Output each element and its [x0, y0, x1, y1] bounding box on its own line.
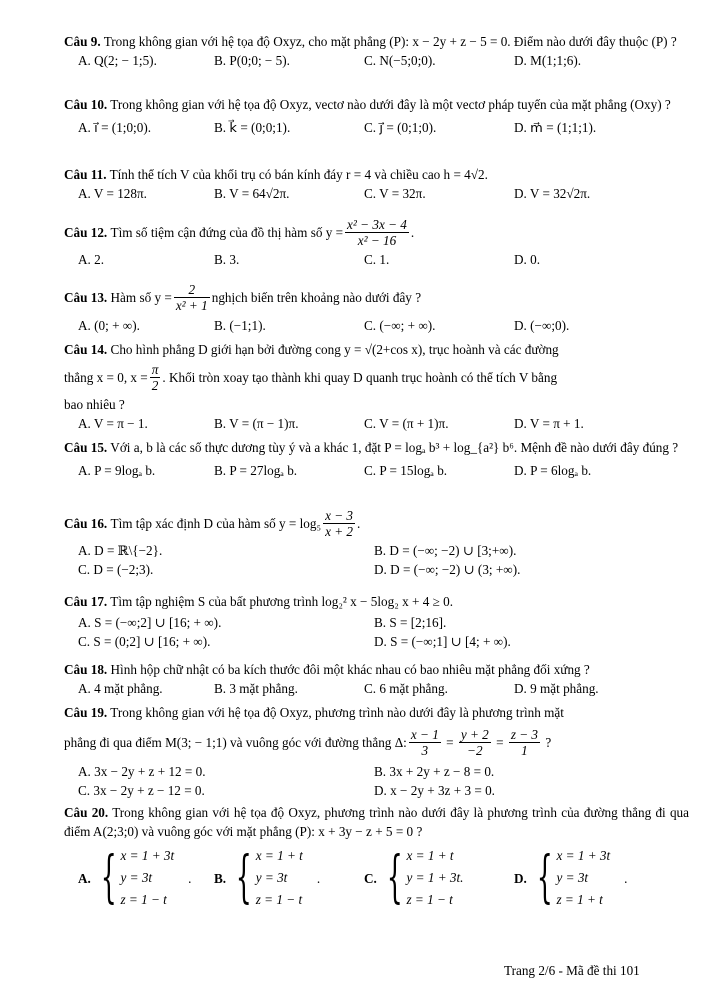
option-b: B. S = [2;16]. — [374, 615, 447, 630]
equation-line: z = 1 − t — [406, 892, 453, 907]
question-11 — [64, 165, 689, 203]
stem-end: . — [410, 224, 415, 240]
equation-line: z = 1 − t — [255, 892, 303, 907]
equation-line: y = 3t — [556, 870, 589, 885]
equation-system — [527, 845, 610, 911]
brace-icon: { — [386, 845, 403, 910]
question-15 — [64, 438, 689, 480]
option-d: D. V = π + 1. — [514, 416, 584, 431]
question-16 — [64, 505, 689, 579]
numerator: 2 — [174, 282, 210, 298]
equation-system — [91, 845, 174, 911]
denominator: 2 — [151, 377, 159, 393]
option-b — [214, 845, 364, 911]
equation-line: x = 1 + t — [406, 848, 454, 863]
question-13 — [64, 278, 689, 335]
question-19 — [64, 703, 689, 800]
option-label: C. — [364, 870, 377, 886]
question-number: Câu 19. — [64, 705, 108, 720]
equation-line: y = 3t — [120, 870, 153, 885]
question-number: Câu 17. — [64, 594, 108, 609]
denominator: x + 2 — [325, 523, 354, 539]
question-20 — [64, 803, 689, 911]
option-end: . — [316, 870, 321, 886]
option-b: B. 3 mặt phẳng. — [214, 681, 298, 696]
question-stem: Tìm tập xác định D của hàm số y = log₅ — [110, 515, 322, 531]
question-stem: Trong không gian với hệ tọa độ Oxyz, phương trình nào dưới đây là phương trình của đường thẳng đi qua điểm A(2;3;0) và vuông góc với mặt phẳng (P): x + 3y − z + 5 = 0 ? — [64, 805, 690, 839]
option-d: D. 9 mặt phẳng. — [514, 681, 599, 696]
option-b: B. D = (−∞; −2) ∪ [3;+∞). — [374, 543, 517, 558]
option-b: B. P = 27logₐ b. — [214, 463, 298, 478]
question-number: Câu 15. — [64, 440, 108, 455]
option-a: A. S = (−∞;2] ∪ [16; + ∞). — [78, 615, 222, 630]
equation-line: x = 1 + t — [255, 848, 303, 863]
question-18 — [64, 660, 689, 698]
fraction — [459, 727, 491, 758]
numerator: z − 3 — [510, 726, 539, 742]
option-d: D. P = 6logₐ b. — [514, 463, 592, 478]
equation-system — [226, 845, 303, 911]
option-b: B. k⃗ = (0;0;1). — [214, 120, 291, 135]
question-stem: Tìm số tiệm cận đứng của đồ thị hàm số y = — [110, 224, 344, 240]
option-d: D. (−∞;0). — [514, 318, 570, 333]
question-12 — [64, 214, 689, 269]
denominator: x² + 1 — [175, 297, 208, 313]
option-d: D. m⃗ = (1;1;1). — [514, 120, 597, 135]
question-stem: Tính thể tích V của khối trụ có bán kính đáy r = 4 và chiều cao h = 4√2. — [109, 167, 488, 182]
option-a: A. (0; + ∞). — [78, 318, 140, 333]
question-stem: Tìm tập nghiệm S của bất phương trình log₂² x − 5log₂ x + 4 ≥ 0. — [110, 594, 454, 609]
stem-line: thẳng x = 0, x = — [64, 369, 148, 385]
question-14 — [64, 340, 689, 433]
option-c: C. P = 15logₐ b. — [364, 463, 448, 478]
option-d: D. S = (−∞;1] ∪ [4; + ∞). — [374, 634, 511, 649]
option-d: D. 0. — [514, 252, 541, 267]
option-d: D. x − 2y + 3z + 3 = 0. — [374, 783, 495, 798]
denominator: 1 — [521, 742, 528, 758]
question-9 — [64, 32, 689, 70]
option-c: C. N(−5;0;0). — [364, 53, 436, 68]
option-c: C. (−∞; + ∞). — [364, 318, 436, 333]
option-c: C. j⃗ = (0;1;0). — [364, 120, 437, 135]
equation-line: x = 1 + 3t — [556, 848, 611, 863]
fraction — [509, 727, 540, 758]
option-c: C. 1. — [364, 252, 390, 267]
equation-line: z = 1 − t — [120, 892, 167, 907]
option-c: C. 3x − 2y + z − 12 = 0. — [78, 783, 205, 798]
option-a: A. V = 128π. — [78, 186, 147, 201]
brace-icon: { — [536, 845, 553, 910]
option-b: B. P(0;0; − 5). — [214, 53, 290, 68]
page-footer: Trang 2/6 - Mã đề thi 101 — [504, 963, 640, 978]
option-a: A. P = 9logₐ b. — [78, 463, 156, 478]
numerator: x² − 3x − 4 — [347, 216, 407, 232]
stem-line: . Khối tròn xoay tạo thành khi quay D quanh trục hoành có thể tích V bằng — [162, 369, 558, 385]
question-stem: Trong không gian với hệ tọa độ Oxyz, cho mặt phẳng (P): x − 2y + z − 5 = 0. Điểm nào dưới đây thuộc (P) ? — [103, 34, 677, 49]
question-10 — [64, 95, 689, 137]
numerator: π — [151, 361, 159, 377]
stem-line: phẳng đi qua điểm M(3; − 1;1) và vuông góc với đường thẳng Δ: — [64, 734, 407, 750]
question-number: Câu 13. — [64, 289, 108, 305]
option-c: C. V = (π + 1)π. — [364, 416, 449, 431]
option-d: D. D = (−∞; −2) ∪ (3; +∞). — [374, 562, 521, 577]
question-number: Câu 18. — [64, 662, 108, 677]
equals-sign: = — [442, 734, 457, 750]
option-c: C. V = 32π. — [364, 186, 426, 201]
option-a: A. Q(2; − 1;5). — [78, 53, 157, 68]
option-a: A. i⃗ = (1;0;0). — [78, 120, 152, 135]
fraction — [174, 282, 210, 313]
brace-icon: { — [235, 845, 252, 910]
option-end: . — [624, 870, 628, 886]
option-d: D. V = 32√2π. — [514, 186, 591, 201]
option-d — [514, 845, 664, 911]
question-number: Câu 10. — [64, 97, 108, 112]
question-number: Câu 14. — [64, 342, 108, 357]
option-a: A. V = π − 1. — [78, 416, 148, 431]
fraction — [409, 727, 441, 758]
fraction — [150, 362, 161, 393]
question-stem: Trong không gian với hệ tọa độ Oxyz, phương trình nào dưới đây là phương trình mặt — [110, 705, 564, 720]
option-a: A. 4 mặt phẳng. — [78, 681, 163, 696]
option-a: A. D = ℝ\{−2}. — [78, 543, 163, 558]
option-c: C. S = (0;2] ∪ [16; + ∞). — [78, 634, 211, 649]
option-a: A. 2. — [78, 252, 105, 267]
question-stem: Với a, b là các số thực dương tùy ý và a khác 1, đặt P = logₐ b³ + log_{a²} b⁶. Mệnh đề nào dưới đây đúng ? — [110, 440, 679, 455]
denominator: x² − 16 — [357, 232, 397, 248]
question-number: Câu 12. — [64, 224, 108, 240]
option-c: C. 6 mặt phẳng. — [364, 681, 448, 696]
option-b: B. (−1;1). — [214, 318, 266, 333]
option-c: C. D = (−2;3). — [78, 562, 154, 577]
equation-line: x = 1 + 3t — [120, 848, 175, 863]
question-stem: Hình hộp chữ nhật có ba kích thước đôi một khác nhau có bao nhiêu mặt phẳng đối xứng ? — [110, 662, 590, 677]
option-b: B. V = (π − 1)π. — [214, 416, 299, 431]
equation-line: y = 3t — [255, 870, 288, 885]
question-stem: Cho hình phẳng D giới hạn bởi đường cong y = √(2+cos x), trục hoành và các đường — [110, 342, 559, 357]
fraction — [345, 217, 409, 248]
option-b: B. 3. — [214, 252, 240, 267]
stem-line: bao nhiêu ? — [64, 397, 125, 412]
option-c — [364, 845, 514, 911]
equation-system — [377, 845, 464, 911]
equation-line: y = 1 + 3t. — [406, 870, 464, 885]
question-number: Câu 9. — [64, 34, 101, 49]
numerator: x − 1 — [410, 726, 439, 742]
equals-sign: = — [492, 734, 507, 750]
question-stem: Trong không gian với hệ tọa độ Oxyz, vectơ nào dưới đây là một vectơ pháp tuyến của mặt phẳng (Oxy) ? — [110, 97, 671, 112]
denominator: 3 — [421, 742, 429, 758]
brace-icon: { — [100, 845, 117, 910]
option-d: D. M(1;1;6). — [514, 53, 582, 68]
stem-end: nghịch biến trên khoảng nào dưới đây ? — [211, 289, 422, 305]
stem-end: . — [357, 515, 361, 531]
question-number: Câu 16. — [64, 515, 108, 531]
question-17 — [64, 592, 689, 651]
question-stem: Hàm số y = — [110, 289, 172, 305]
option-end: . — [188, 870, 192, 886]
option-b: B. 3x + 2y + z − 8 = 0. — [374, 764, 495, 779]
question-number: Câu 20. — [64, 805, 109, 820]
option-label: D. — [514, 870, 527, 886]
option-b: B. V = 64√2π. — [214, 186, 290, 201]
denominator: −2 — [467, 742, 483, 758]
option-a — [64, 845, 214, 911]
stem-end: ? — [545, 734, 552, 750]
option-label: A. — [78, 870, 91, 886]
fraction — [323, 508, 355, 539]
numerator: x − 3 — [325, 507, 354, 523]
option-label: B. — [214, 870, 227, 886]
question-number: Câu 11. — [64, 167, 107, 182]
numerator: y + 2 — [460, 726, 489, 742]
option-a: A. 3x − 2y + z + 12 = 0. — [78, 764, 206, 779]
equation-line: z = 1 + t — [556, 892, 603, 907]
